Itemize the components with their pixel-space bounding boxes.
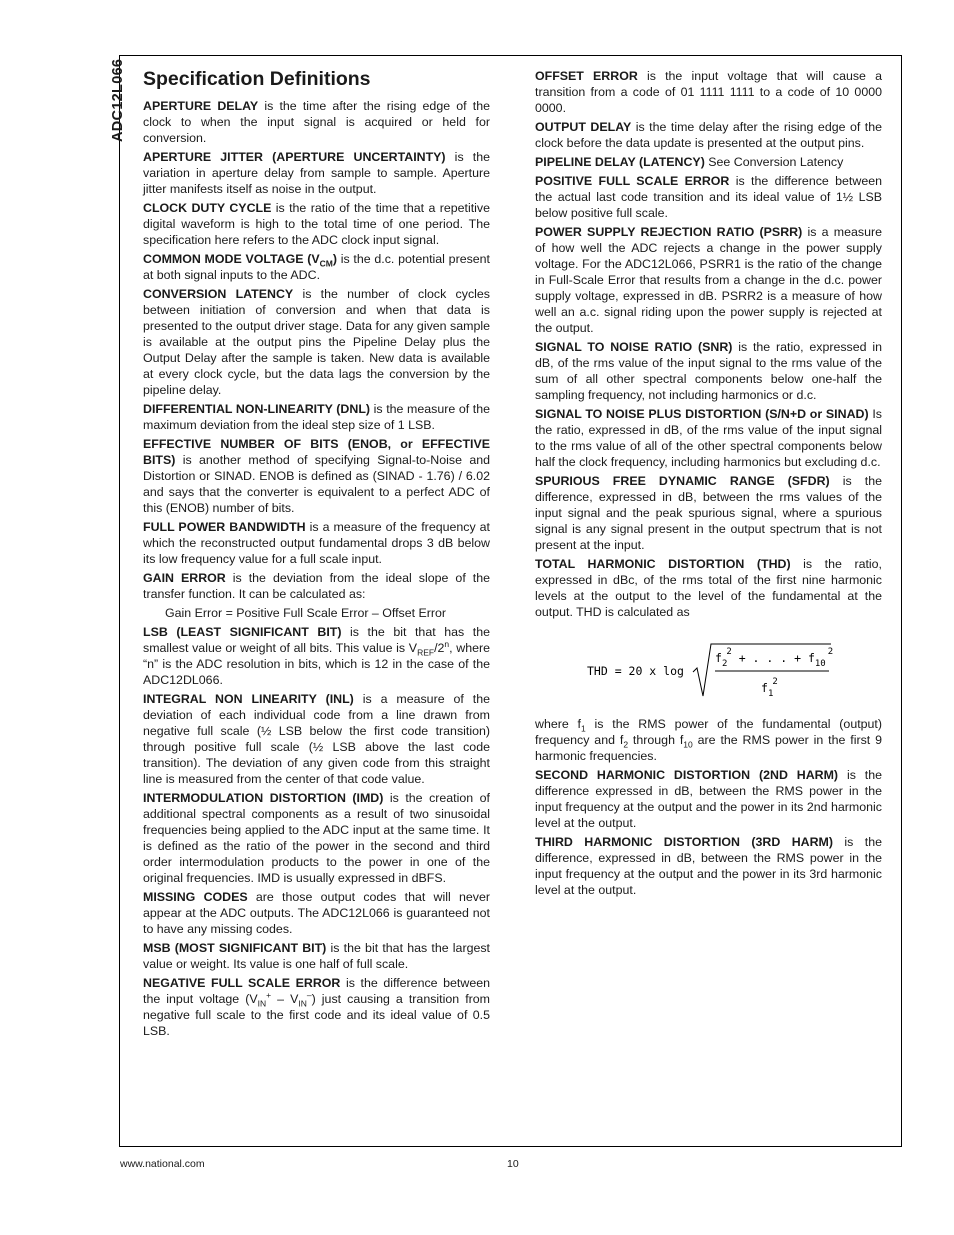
def-imd: INTERMODULATION DISTORTION (IMD) is the creation of additional spectral components as a result of two sinusoidal frequencies being applied to the ADC input at the same time. It is defined as the ratio of the power in the second and third order intermodulation products to the power in one of the original frequencies. IMD is usually expressed in dBFS. — [143, 791, 490, 885]
def-common-mode-voltage: COMMON MODE VOLTAGE $(V_{CM})$ is the d.c. potential present at both signal inputs to the ADC. — [143, 252, 491, 282]
def-missing-codes: MISSING CODES are those output codes that will never appear at the ADC outputs. The ADC12L066 is guaranteed not to have any missing codes. — [143, 890, 490, 936]
def-pipeline-delay: PIPELINE DELAY (LATENCY) See Conversion Latency — [535, 155, 844, 169]
def-sfdr: SPURIOUS FREE DYNAMIC RANGE (SFDR) is the difference, expressed in dB, between the rms values of the input signal and the peak spurious signal, where a spurious signal is any signal present in the output spectrum that is not present at the input. — [535, 474, 882, 552]
thd-where-clause: where $f_1$ is the RMS power of the fundamental (output) frequency and $f_2$ through $f_{10}$ are the RMS power in the first 9 harmonic frequencies. — [535, 717, 883, 763]
def-thd: TOTAL HARMONIC DISTORTION (THD) is the ratio, expressed in dBc, of the rms total of the first nine harmonic levels at the output to the level of the fundamental at the output. THD is calculated as — [535, 557, 882, 619]
right-column — [535, 68, 882, 901]
thd-equation-graphic — [535, 628, 882, 706]
thd-numerator: $f_22$ + . . . + $f_{10}^2$ — [715, 647, 834, 669]
def-third-harmonic: THIRD HARMONIC DISTORTION (3RD HARM) is the difference, expressed in dB, between the RMS power in the input frequency at the output and the power in its 3rd harmonic level at the output. — [535, 835, 882, 897]
page-number: 10 — [507, 1158, 519, 1170]
def-output-delay: OUTPUT DELAY is the time delay after the rising edge of the clock before the data update is presented at the output pins. — [535, 120, 882, 150]
def-negative-full-scale-error: NEGATIVE FULL SCALE ERROR is the difference between the input voltage $(V_{IN}^+ - V_{IN}^-)$ just causing a transition from negative full scale to the first code and its ideal value of 0.5 LSB. — [143, 976, 490, 1038]
def-aperture-delay: APERTURE DELAY is the time after the rising edge of the clock to when the input signal is acquired or held for conversion. — [143, 99, 490, 145]
def-sinad: SIGNAL TO NOISE PLUS DISTORTION (S/N+D or SINAD) Is the ratio, expressed in dB, of the rms value of the input signal to the rms value of all of the other spectral components below half the clock frequency, including harmonics but excluding d.c. — [535, 407, 882, 469]
def-dnl: DIFFERENTIAL NON-LINEARITY (DNL) is the measure of the maximum deviation from the ideal step size of 1 LSB. — [143, 402, 490, 432]
def-aperture-jitter: APERTURE JITTER (APERTURE UNCERTAINTY) is the variation in aperture delay from sample to sample. Aperture jitter manifests itself as noise in the output. — [143, 150, 490, 196]
def-psrr: POWER SUPPLY REJECTION RATIO (PSRR) is a measure of how well the ADC rejects a change in the power supply voltage. For the ADC12L066, PSRR1 is the ratio of the change in Full-Scale Error that results from a change in the d.c. power supply voltage, expressed in dB. PSRR2 is a measure of how well an a.c. signal riding upon the power supply is rejected at the output. — [535, 225, 882, 335]
left-column — [143, 64, 490, 1042]
def-offset-error: OFFSET ERROR is the input voltage that will cause a transition from a code of 01 1111 1111 to a code of 10 0000 0000. — [535, 69, 882, 115]
page-title: Specification Definitions — [143, 68, 371, 90]
def-clock-duty-cycle: CLOCK DUTY CYCLE is the ratio of the time that a repetitive digital waveform is high to the total time of one period. The specification here refers to the ADC clock input signal. — [143, 201, 491, 247]
def-second-harmonic: SECOND HARMONIC DISTORTION (2ND HARM) is the difference expressed in dB, between the RMS power in the input frequency at the output and the power in its 2nd harmonic level at the output. — [535, 768, 882, 830]
def-gain-error: GAIN ERROR is the deviation from the ideal slope of the transfer function. It can be calculated as: — [143, 571, 491, 601]
thd-denominator: $f_12$ — [761, 677, 778, 699]
def-inl: INTEGRAL NON LINEARITY (INL) is a measure of the deviation of each individual code from a line drawn from negative full scale (½ LSB below the first code transition) through positive full scale (½ LSB above the last code transition). The deviation of any given code from this straight line is measured from the center of that code value. — [143, 692, 490, 786]
def-conversion-latency: CONVERSION LATENCY is the number of clock cycles between initiation of conversion and when that data is presented to the output driver stage. Data for any given sample is available at the output pins the Pipeline Delay plus the Output Delay after the sample is taken. New data is available at every clock cycle, but the data lags the conversion by the pipeline delay. — [143, 287, 490, 397]
def-snr: SIGNAL TO NOISE RATIO (SNR) is the ratio, expressed in dB, of the rms value of the input signal to the rms value of the sum of all other spectral components below one-half the sampling frequency, not including harmonics or d.c. — [535, 340, 882, 402]
def-full-power-bandwidth: FULL POWER BANDWIDTH is a measure of the frequency at which the reconstructed output fundamental drops 3 dB below its low frequency value for a full scale input. — [143, 520, 490, 566]
def-enob: EFFECTIVE NUMBER OF BITS (ENOB, or EFFECTIVE BITS) is another method of specifying Signal-to-Noise and Distortion or SINAD. ENOB is defined as (SINAD - 1.76) / 6.02 and says that the converter is equivalent to a perfect ADC of this (ENOB) number of bits. — [143, 437, 490, 515]
def-positive-full-scale-error: POSITIVE FULL SCALE ERROR is the difference between the actual last code transition and its ideal value of 1½ LSB below positive full scale. — [535, 174, 882, 220]
def-lsb: LSB (LEAST SIGNIFICANT BIT) is the bit that has the smallest value or weight of all bits. This value is $V_{REF}/2^n$, where “n” is the ADC resolution in bits, which is 12 in the case of the ADC12DL066. — [143, 625, 490, 687]
side-part-number-label: ADC12L066 — [110, 58, 126, 142]
gain-error-formula: Gain Error = Positive Full Scale Error – Offset Error — [165, 606, 447, 620]
def-msb: MSB (MOST SIGNIFICANT BIT) is the bit that has the largest value or weight. Its value is one half of full scale. — [143, 941, 490, 971]
side-part-number — [88, 52, 126, 152]
thd-lhs: THD = 20 x log — [587, 664, 684, 678]
thd-equation — [535, 628, 882, 706]
footer-url: www.national.com — [120, 1158, 205, 1170]
